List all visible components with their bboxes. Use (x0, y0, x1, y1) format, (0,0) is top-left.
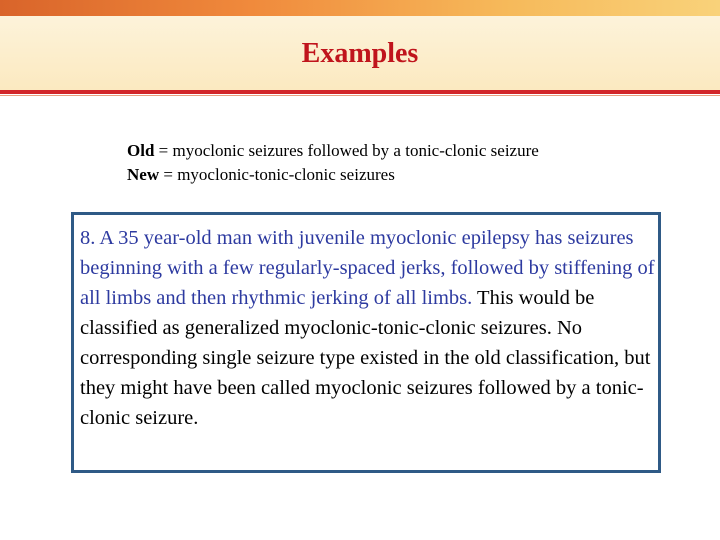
legend-new-line (127, 163, 539, 187)
legend-old-text: = myoclonic seizures followed by a tonic-clonic seizure (154, 141, 539, 160)
case-classification: This would be classified as generalized myoclonic-tonic-clonic seizures. No corresponding single seizure type existed in the old classification, but they might have been called myoclonic seizures followed by a tonic-clonic seizure. (80, 287, 651, 429)
case-description: 8. A 35 year-old man with juvenile myoclonic epilepsy has seizures beginning with a few regularly-spaced jerks, followed by stiffening of all limbs and then rhythmic jerking of all limbs. (80, 227, 655, 309)
legend-new-text: = myoclonic-tonic-clonic seizures (159, 165, 395, 184)
header-divider (0, 90, 720, 94)
case-example-text (80, 223, 656, 433)
legend-old-line (127, 139, 539, 163)
header-divider-thin (0, 95, 720, 96)
case-example-box (71, 212, 661, 473)
classification-legend (127, 139, 539, 187)
slide-title: Examples (301, 38, 419, 69)
legend-new-label: New (127, 165, 160, 184)
top-accent-bar (0, 0, 720, 16)
legend-old-label: Old (127, 141, 155, 160)
